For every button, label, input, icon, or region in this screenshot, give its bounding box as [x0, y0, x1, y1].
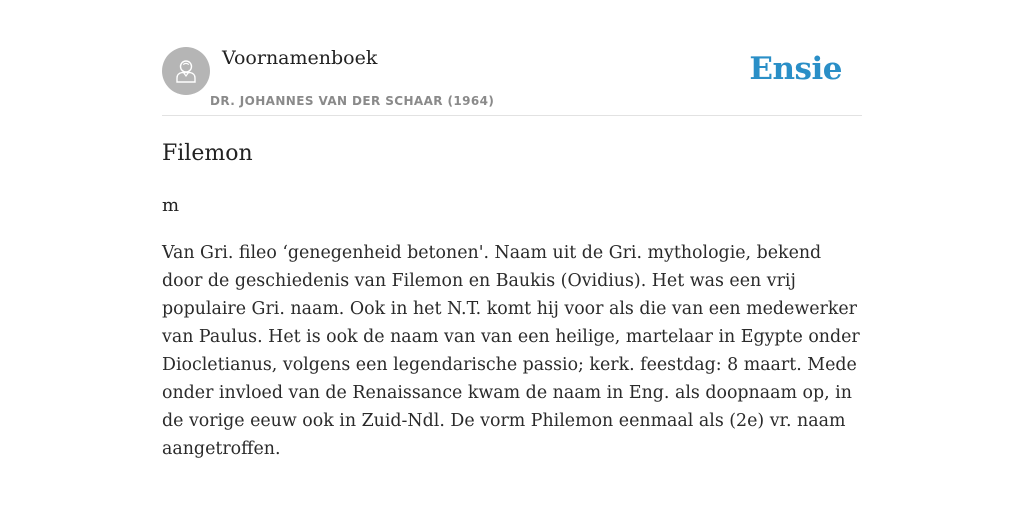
book-title-link[interactable]: Voornamenboek	[222, 47, 378, 69]
book-header	[162, 40, 862, 116]
user-icon	[171, 56, 201, 86]
entry-title: Filemon	[162, 141, 253, 166]
entry-body: Van Gri. fileo ‘genegenheid betonen'. Naam uit de Gri. mythologie, bekend door de geschiedenis van Filemon en Baukis (Ovidius). Het was een vrij populaire Gri. naam. Ook in het N.T. komt hij voor als die van een medewerker van Paulus. Het is ook de naam van van een heilige, martelaar in Egypte onder Diocletianus, volgens een legendarische passio; kerk. feestdag: 8 maart. Mede onder invloed van de Renaissance kwam de naam in Eng. als doopnaam op, in de vorige eeuw ook in Zuid-Ndl. De vorm Philemon eenmaal als (2e) vr. naam aangetroffen.	[162, 243, 860, 459]
entry-gender: m	[162, 195, 180, 216]
book-author: DR. JOHANNES VAN DER SCHAAR (1964)	[210, 94, 495, 108]
ensie-logo-link[interactable]: Ensie	[749, 51, 842, 87]
author-avatar[interactable]	[162, 47, 210, 95]
